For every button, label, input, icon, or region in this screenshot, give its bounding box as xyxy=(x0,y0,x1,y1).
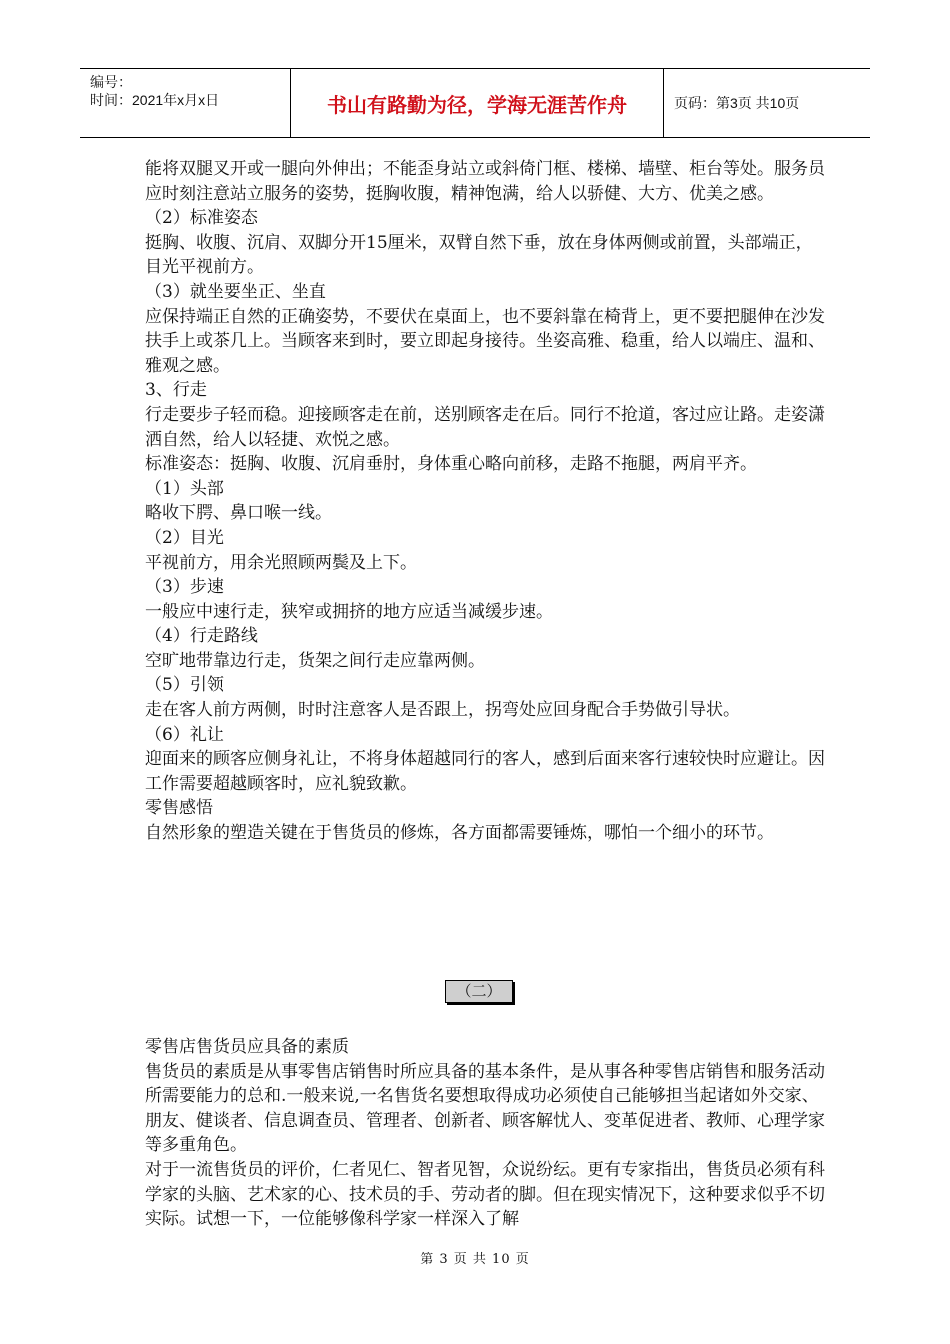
paragraph: 行走要步子轻而稳。迎接顾客走在前，送别顾客走在后。同行不抢道，客过应让路。走姿潇洒自然，给人以轻捷、欢悦之感。 xyxy=(145,404,825,450)
paragraph: 挺胸、收腹、沉肩、双脚分开15厘米，双臂自然下垂，放在身体两侧或前置，头部端正，目光平视前方。 xyxy=(145,232,813,278)
section-label: （二） xyxy=(445,980,513,1003)
paragraph: 对于一流售货员的评价，仁者见仁、智者见智，众说纷纭。更有专家指出，售货员必须有科学家的头脑、艺术家的心、技术员的手、劳动者的脚。但在现实情况下，这种要求似乎不切实际。试想一下，一位能够像科学家一样深入了解 xyxy=(145,1159,825,1230)
subheading: （1）头部 xyxy=(145,478,224,499)
subheading: （4）行走路线 xyxy=(145,626,258,647)
subheading: （5）引领 xyxy=(145,675,224,696)
subheading: 零售感悟 xyxy=(145,798,213,819)
section-heading: 零售店售货员应具备的素质 xyxy=(145,1037,349,1057)
paragraph: 空旷地带靠边行走，货架之间行走应靠两侧。 xyxy=(145,650,485,671)
section-two-text xyxy=(145,1035,825,1232)
paragraph: 能将双腿叉开或一腿向外伸出；不能歪身站立或斜倚门框、楼梯、墙壁、柜台等处。服务员应时刻注意站立服务的姿势，挺胸收腹，精神饱满，给人以骄健、大方、优美之感。 xyxy=(145,159,825,204)
paragraph: 平视前方，用余光照顾两鬓及上下。 xyxy=(145,552,417,573)
subheading: （3）就坐要坐正、坐直 xyxy=(145,281,326,302)
paragraph: 一般应中速行走，狭窄或拥挤的地方应适当减缓步速。 xyxy=(145,601,553,622)
subheading: （2）标准姿态 xyxy=(145,208,258,229)
header-motto: 书山有路勤为径，学海无涯苦作舟 xyxy=(290,69,664,137)
page-footer: 第 3 页 共 10 页 xyxy=(420,1252,530,1267)
subheading: （3）步速 xyxy=(145,577,224,598)
paragraph: 应保持端正自然的正确姿势，不要伏在桌面上，也不要斜靠在椅背上，更不要把腿伸在沙发扶手上或茶几上。当顾客来到时，要立即起身接待。坐姿高雅、稳重，给人以端庄、温和、雅观之感。 xyxy=(145,306,825,376)
page-header xyxy=(80,68,870,138)
subheading: （2）目光 xyxy=(145,527,224,548)
header-page-label: 页码：第3页 共10页 xyxy=(674,95,800,111)
header-meta xyxy=(80,69,290,137)
paragraph: 迎面来的顾客应侧身礼让，不将身体超越同行的客人，感到后面来客行速较快时应避让。因工作需要超越顾客时，应礼貌致歉。 xyxy=(145,749,825,794)
document-number-label: 编号： xyxy=(90,74,132,90)
paragraph: 自然形象的塑造关键在于售货员的修炼，各方面都需要锤炼，哪怕一个细小的环节。 xyxy=(145,823,774,844)
subheading: 3、行走 xyxy=(145,380,207,401)
body-text xyxy=(145,157,825,846)
paragraph: 略收下腭、鼻口喉一线。 xyxy=(145,503,332,524)
subheading: （6）礼让 xyxy=(145,724,224,745)
document-time-label: 时间：2021年x月x日 xyxy=(90,92,220,108)
paragraph: 售货员的素质是从事零售店销售时所应具备的基本条件，是从事各种零售店销售和服务活动所需要能力的总和.一般来说,一名售货名要想取得成功必须使自己能够担当起诸如外交家、朋友、健谈者、信息调查员、管理者、创新者、顾客解忧人、变革促进者、教师、心理学家等多重角色。 xyxy=(145,1061,825,1156)
paragraph: 走在客人前方两侧，时时注意客人是否跟上，拐弯处应回身配合手势做引导状。 xyxy=(145,700,740,721)
paragraph: 标准姿态：挺胸、收腹、沉肩垂肘，身体重心略向前移，走路不拖腿，两肩平齐。 xyxy=(145,454,757,475)
